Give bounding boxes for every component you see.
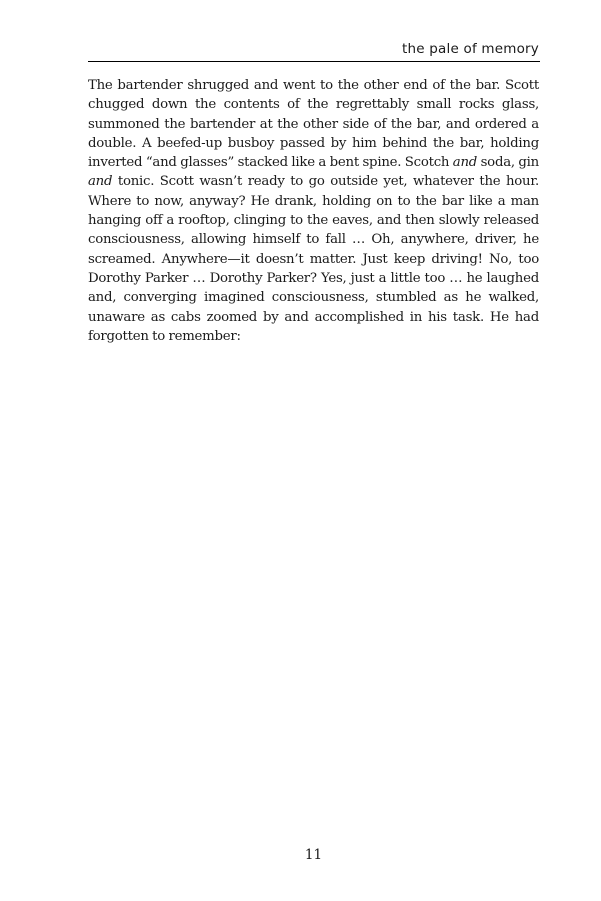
running-head: the pale of memory [402,41,539,57]
text-run: tonic. Scott wasn’t ready to go outside yet, whatever the hour. Where to now, anyway? He drank, holding on to the bar like a man hanging off a rooftop, clinging to the eaves, and then slowly released consciousness, allowing himself to fall … Oh, anywhere, driver, he screamed. Anywhere—it doesn’t matter. Just keep driving! No, too Dorothy Parker … Dorothy Parker? Yes, just a little too … he laughed and, converging imagined consciousness, stumbled as he walked, unaware as cabs zoomed by and accomplished in his task. He had forgotten to remember: [88,174,539,344]
body-paragraph [88,76,539,346]
text-run-italic: and [88,174,113,190]
text-run: The bartender shrugged and went to the other end of the bar. Scott chugged down the contents of the regrettably small rocks glass, summoned the bartender at the other side of the bar, and ordered a double. A beefed-up busboy passed by him behind the bar, holding inverted “and glasses” stacked like a bent spine. Scotch [88,78,539,171]
text-run: soda, gin [477,155,539,171]
text-run-italic: and [452,155,478,171]
header-rule [88,61,540,62]
page-number: 11 [304,847,323,863]
